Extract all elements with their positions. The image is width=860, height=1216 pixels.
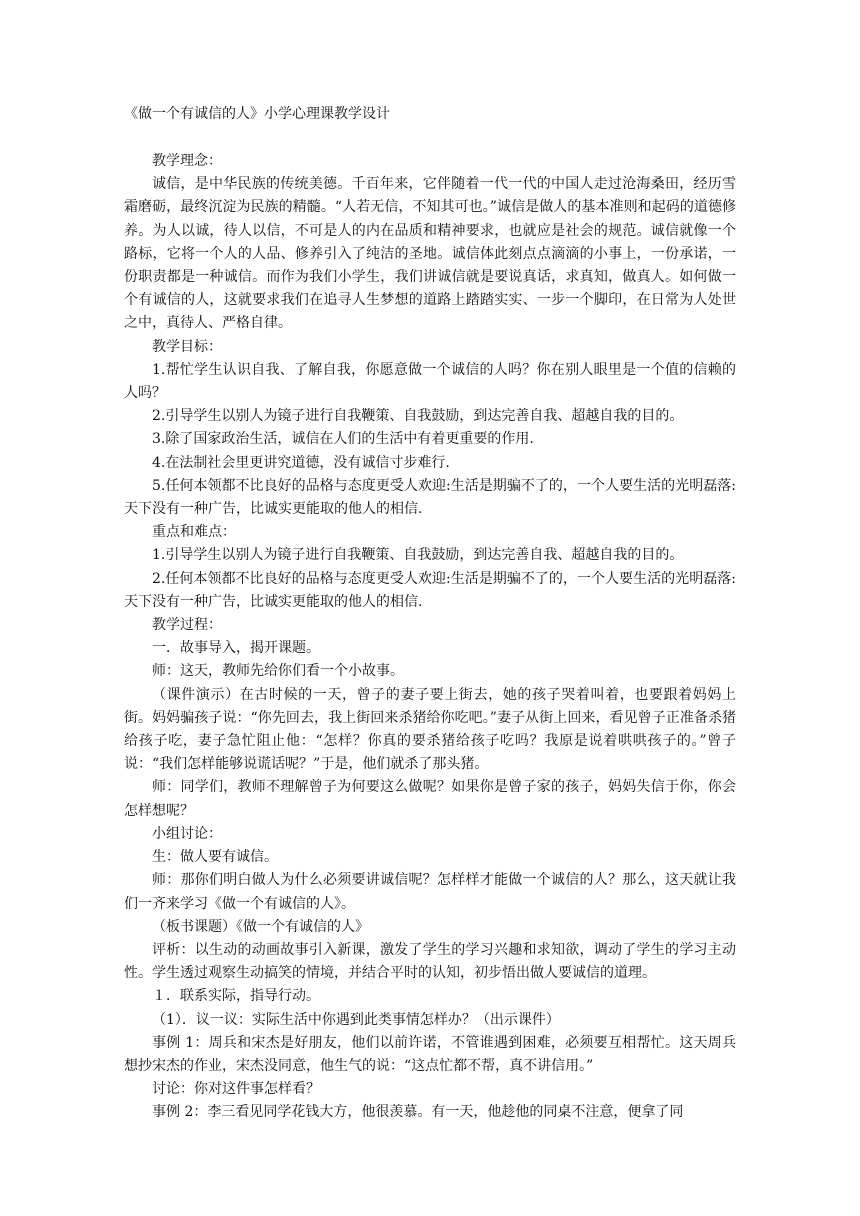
paragraph-story: （课件演示）在古时候的一天，曾子的妻子要上街去，她的孩子哭着叫着，也要跟着妈妈上街。妈妈骗孩子说：“你先回去，我上街回来杀猪给你吃吧。”妻子从街上回来，看见曾子正准备杀猪给孩子吃，妻子急忙阻止他：“怎样？你真的要杀猪给孩子吃吗？我原是说着哄哄孩子的。”曾子说：“我们怎样能够说谎话呢？”于是，他们就杀了那头猪。: [124, 686, 736, 773]
key-point-item: 2.任何本领都不比良好的品格与态度更受人欢迎:生活是期骗不了的，一个人要生活的光明磊落:天下没有一种广告，比诚实更能取的他人的相信.: [124, 570, 736, 610]
paragraph-philosophy-body: 诚信，是中华民族的传统美德。千百年来，它伴随着一代一代的中国人走过沧海桑田，经历雪霜磨砺，最终沉淀为民族的精髓。“人若无信，不知其可也。”诚信是做人的基本准则和起码的道德修养。为人以诚，待人以信，不可是人的内在品质和精神要求，也就应是社会的规范。诚信就像一个路标，它将一个人的人品、修养引入了纯洁的圣地。诚信体此刻点点滴滴的小事上，一份承诺，一份职责都是一种诚信。而作为我们小学生，我们讲诚信就是要说真话，求真知，做真人。如何做一个有诚信的人，这就要求我们在追寻人生梦想的道路上踏踏实实、一步一个脚印，在日常为人处世之中，真待人、严格自律。: [124, 176, 736, 332]
paragraph-case: 事例 1：周兵和宋杰是好朋友，他们以前许诺，不管谁遇到困难，必须要互相帮忙。这天周兵想抄宋杰的作业，宋杰没同意，他生气的说：“这点忙都不帮，真不讲信用。”: [124, 1034, 736, 1074]
process-step-heading: 一．故事导入，揭开课题。: [152, 640, 320, 657]
section-heading-key-points: 重点和难点：: [152, 524, 236, 541]
paragraph-dialogue: 生：做人要有诚信。: [152, 849, 278, 866]
document-title: 《做一个有诚信的人》小学心理课教学设计: [124, 106, 390, 122]
objective-item: 2.引导学生以别人为镜子进行自我鞭策、自我鼓励，到达完善自我、超越自我的目的。: [152, 408, 684, 425]
paragraph-board-title: （板书课题）《做一个有诚信的人》: [152, 918, 369, 935]
key-point-item: 1.引导学生以别人为镜子进行自我鞭策、自我鼓励，到达完善自我、超越自我的目的。: [152, 547, 684, 564]
paragraph-case: 事例 2：李三看见同学花钱大方，他很羡慕。有一天，他趁他的同桌不注意，便拿了同: [152, 1104, 684, 1121]
section-heading-process: 教学过程：: [152, 617, 222, 634]
objective-item: 4.在法制社会里更讲究道德，没有诚信寸步难行.: [152, 454, 450, 471]
process-step-heading: １．联系实际，指导行动。: [152, 988, 320, 1005]
paragraph-label: 小组讨论：: [152, 825, 222, 842]
paragraph-dialogue: 师：同学们，教师不理解曾子为何要这么做呢？如果你是曾子家的孩子，妈妈失信于你，你会怎样想呢？: [124, 779, 736, 819]
objective-item: 5.任何本领都不比良好的品格与态度更受人欢迎:生活是期骗不了的，一个人要生活的光明磊落:天下没有一种广告，比诚实更能取的他人的相信.: [124, 477, 736, 518]
paragraph-dialogue: 师：那你们明白做人为什么必须要讲诚信呢？怎样样才能做一个诚信的人？那么，这天就让我们一齐来学习《做一个有诚信的人》。: [124, 872, 736, 912]
paragraph-commentary: 评析：以生动的动画故事引入新课，激发了学生的学习兴趣和求知欲，调动了学生的学习主动性。学生透过观察生动搞笑的情境，并结合平时的认知，初步悟出做人要诚信的道理。: [124, 941, 736, 982]
objective-item: 1.帮忙学生认识自我、了解自我，你愿意做一个诚信的人吗？你在别人眼里是一个值的信赖的人吗？: [124, 361, 736, 402]
objective-item: 3.除了国家政治生活，诚信在人们的生活中有着更重要的作用.: [152, 431, 534, 448]
paragraph-discussion: 讨论：你对这件事怎样看？: [152, 1081, 320, 1098]
paragraph-dialogue: 师：这天，教师先给你们看一个小故事。: [152, 663, 404, 680]
section-heading-objectives: 教学目标：: [152, 338, 222, 355]
section-heading-philosophy: 教学理念：: [152, 153, 222, 169]
paragraph-activity: （1）．议一议：实际生活中你遇到此类事情怎样办？（出示课件）: [152, 1011, 560, 1028]
document-body: [124, 103, 736, 1125]
